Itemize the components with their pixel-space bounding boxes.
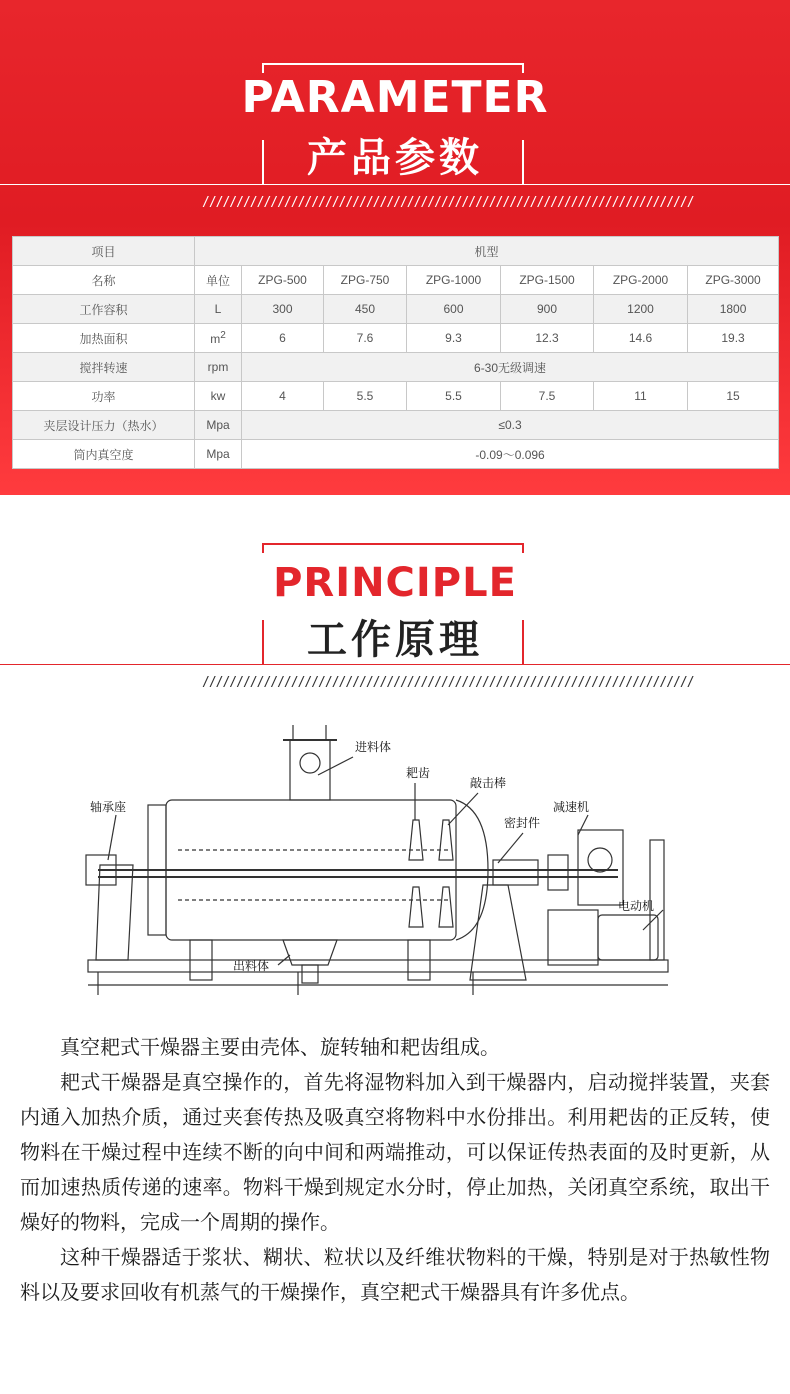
left-support — [96, 865, 133, 960]
row-label: 夹层设计压力（热水） — [13, 411, 195, 440]
outlet-neck — [302, 965, 318, 983]
value-cell: 9.3 — [407, 324, 501, 353]
merged-value-cell: 6-30无级调速 — [242, 353, 779, 382]
unit-m-squared: $m^2$ — [210, 330, 226, 346]
label-motor: 电动机 — [618, 899, 655, 913]
inlet-pipe — [290, 740, 330, 800]
value-cell: 11 — [594, 382, 688, 411]
base-frame — [88, 960, 668, 972]
rake-tooth — [439, 820, 453, 860]
parameter-title-en: PARAMETER — [241, 72, 549, 123]
table-row — [13, 440, 779, 469]
table-row — [13, 295, 779, 324]
rake-tooth — [439, 887, 453, 927]
value-cell: 7.6 — [324, 324, 407, 353]
outlet-hopper — [283, 940, 337, 965]
row-label: 功率 — [13, 382, 195, 411]
coupling — [548, 855, 568, 890]
value-cell: 19.3 — [688, 324, 779, 353]
value-cell: 5.5 — [407, 382, 501, 411]
value-cell: 450 — [324, 295, 407, 324]
callout-line — [108, 815, 116, 860]
value-cell: 600 — [407, 295, 501, 324]
value-cell: 12.3 — [501, 324, 594, 353]
row-label: 加热面积 — [13, 324, 195, 353]
slash-divider: //////////////////////////////////////////////////////////////////////// — [202, 195, 694, 210]
callout-line — [578, 815, 588, 835]
label-reducer: 减速机 — [553, 800, 590, 814]
value-cell: 15 — [688, 382, 779, 411]
callout-line — [448, 793, 478, 825]
title-top-rule — [262, 63, 524, 65]
row-unit — [195, 324, 242, 353]
callout-line — [318, 757, 353, 775]
principle-title-en: PRINCIPLE — [273, 560, 517, 606]
title-left-bracket — [262, 140, 264, 184]
value-cell: 1800 — [688, 295, 779, 324]
row-unit: Mpa — [195, 411, 242, 440]
principle-divider — [0, 664, 790, 665]
model-cell: ZPG-2000 — [594, 266, 688, 295]
model-cell: ZPG-3000 — [688, 266, 779, 295]
seal-housing — [493, 860, 538, 885]
row-label: 搅拌转速 — [13, 353, 195, 382]
model-cell: ZPG-1500 — [501, 266, 594, 295]
row-unit: Mpa — [195, 440, 242, 469]
dryer-diagram — [78, 715, 678, 1005]
row-unit: kw — [195, 382, 242, 411]
table-row — [13, 411, 779, 440]
row-unit: rpm — [195, 353, 242, 382]
rake-tooth — [409, 820, 423, 860]
motor-body — [598, 915, 658, 960]
reducer-gear — [588, 848, 612, 872]
unit-exponent: 2 — [220, 330, 226, 341]
principle-left-tick — [262, 543, 264, 553]
header-model: 机型 — [195, 237, 779, 266]
callout-line — [498, 833, 523, 863]
parameter-title-cn: 产品参数 — [307, 135, 483, 181]
value-cell: 900 — [501, 295, 594, 324]
row-label: 工作容积 — [13, 295, 195, 324]
value-cell: 6 — [242, 324, 324, 353]
inlet-port — [300, 753, 320, 773]
label-outlet: 出料体 — [233, 959, 270, 973]
title-right-bracket — [522, 140, 524, 184]
description-paragraph: 真空耙式干燥器主要由壳体、旋转轴和耙齿组成。 — [60, 1035, 500, 1059]
reducer-body — [578, 830, 623, 905]
row-unit: L — [195, 295, 242, 324]
table-row — [13, 266, 779, 295]
seal-support — [470, 885, 526, 980]
value-cell: 14.6 — [594, 324, 688, 353]
label-seal: 密封件 — [504, 816, 541, 830]
principle-description — [20, 1030, 770, 1310]
principle-left-bracket — [262, 620, 264, 664]
table-row — [13, 324, 779, 353]
principle-title-cn: 工作原理 — [307, 617, 483, 663]
merged-value-cell: ≤0.3 — [242, 411, 779, 440]
value-cell: 1200 — [594, 295, 688, 324]
value-cell: 300 — [242, 295, 324, 324]
principle-right-bracket — [522, 620, 524, 664]
description-paragraph: 耙式干燥器是真空操作的，首先将湿物料加入到干燥器内，启动搅拌装置，夹套内通入加热介质，通过夹套传热及吸真空将物料中水份排出。利用耙齿的正反转，使物料在干燥过程中连续不断的向中间和两端推动，可以保证传热表面的及时更新，从而加速热质传递的速率。物料干燥到规定水分时，停止加热，关闭真空系统，取出干燥好的物料，完成一个周期的操作。 — [20, 1070, 770, 1234]
parameter-section — [0, 0, 790, 495]
principle-top-rule — [262, 543, 524, 545]
label-bearing: 轴承座 — [90, 800, 127, 814]
model-cell: ZPG-750 — [324, 266, 407, 295]
unit-label: 单位 — [195, 266, 242, 295]
principle-right-tick — [522, 543, 524, 553]
rake-tooth — [409, 887, 423, 927]
slash-divider: //////////////////////////////////////////////////////////////////////// — [202, 675, 694, 690]
value-cell: 4 — [242, 382, 324, 411]
table-row — [13, 382, 779, 411]
motor-stand — [548, 910, 598, 965]
model-cell: ZPG-500 — [242, 266, 324, 295]
model-cell: ZPG-1000 — [407, 266, 501, 295]
callout-line — [643, 910, 663, 930]
value-cell: 7.5 — [501, 382, 594, 411]
row-label: 筒内真空度 — [13, 440, 195, 469]
merged-value-cell: -0.09～0.096 — [242, 440, 779, 469]
label-rake: 耙齿 — [406, 766, 431, 780]
label-knock-rod: 敲击棒 — [470, 776, 507, 790]
section-divider — [0, 184, 790, 185]
table-row — [13, 237, 779, 266]
header-item: 项目 — [13, 237, 195, 266]
description-paragraph: 这种干燥器适于浆状、糊状、粒状以及纤维状物料的干燥，特别是对于热敏性物料以及要求回收有机蒸气的干燥操作，真空耙式干燥器具有许多优点。 — [20, 1245, 770, 1304]
name-label: 名称 — [13, 266, 195, 295]
value-cell: 5.5 — [324, 382, 407, 411]
table-row — [13, 353, 779, 382]
spec-table — [12, 236, 779, 469]
label-inlet: 进料体 — [355, 740, 392, 754]
